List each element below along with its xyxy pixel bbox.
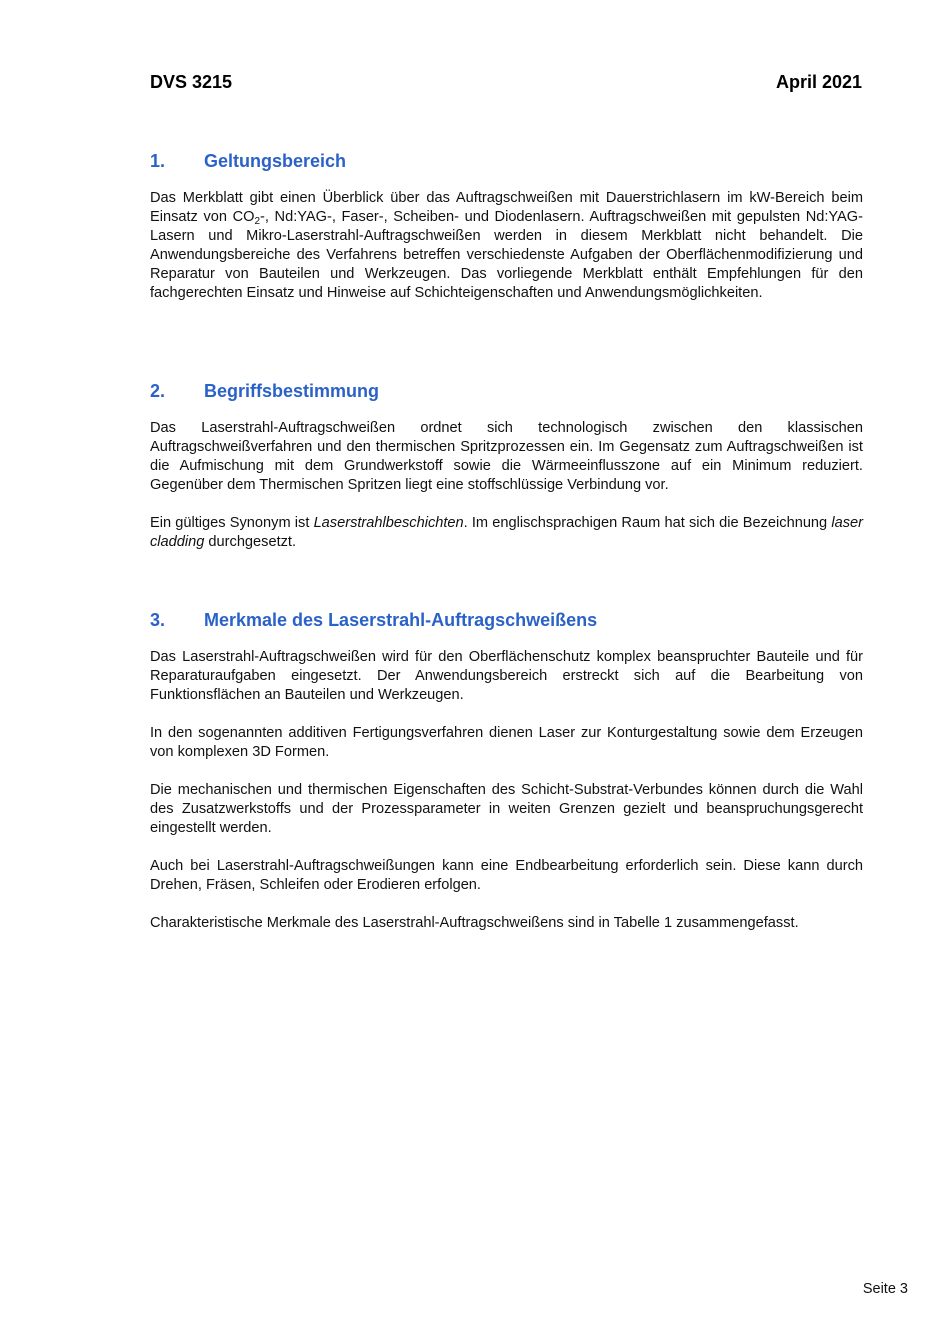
section-2: [150, 380, 863, 571]
section-title: Begriffsbestimmung: [204, 381, 380, 401]
section-heading-2: [150, 380, 863, 402]
paragraph: Charakteristische Merkmale des Laserstrahl-Auftragschweißens sind in Tabelle 1 zusammengefasst.: [150, 915, 799, 931]
section-title: Geltungsbereich: [204, 151, 347, 171]
section-3: [150, 609, 863, 952]
section-heading-3: [150, 609, 863, 631]
paragraph-scope: Das Merkblatt gibt einen Überblick über das Auftragschweißen mit Dauerstrichlasern im kW-Bereich beim Einsatz von $CO_2-$, Nd:YAG-, Faser-, Scheiben- und Diodenlasern. Auftragschweißen mit gepulsten Nd:YAG-Lasern und Mikro-Laserstrahl-Auftragschweißen werden in diesem Merkblatt nicht behandelt. Die Anwendungsbereiche des Verfahrens betreffen verschiedenste Aufgaben der Oberflächenmodifizierung und Reparatur von Bauteilen und Werkzeugen. Das vorliegende Merkblatt enthält Empfehlungen für den fachgerechten Einsatz und Hinweise auf Schichteigenschaften und Anwendungsmöglichkeiten.: [150, 190, 864, 301]
paragraph-synonym: Ein gültiges Synonym ist Laserstrahlbeschichten. Im englischsprachigen Raum hat sich die Bezeichnung laser cladding durchgesetzt.: [150, 515, 863, 550]
paragraph: Das Laserstrahl-Auftragschweißen wird für den Oberflächenschutz komplex beanspruchter Bauteile und für Reparaturaufgaben eingesetzt. Der Anwendungsbereich erstreckt sich auf die Bearbeitung von Funktionsflächen an Bauteilen und Werkzeugen.: [150, 649, 863, 703]
document-date: April 2021: [775, 72, 862, 92]
paragraph: Die mechanischen und thermischen Eigenschaften des Schicht-Substrat-Verbundes können durch die Wahl des Zusatzwerkstoffs und der Prozessparameter in weiten Grenzen gezielt und beanspruchungsgerecht eingestellt werden.: [150, 782, 863, 836]
section-number: 1.: [150, 151, 166, 171]
section-heading-1: [150, 150, 863, 172]
section-number: 2.: [150, 381, 166, 401]
section-title: Merkmale des Laserstrahl-Auftragschweißens: [204, 610, 598, 630]
paragraph: Auch bei Laserstrahl-Auftragschweißungen kann eine Endbearbeitung erforderlich sein. Diese kann durch Drehen, Fräsen, Schleifen oder Erodieren erfolgen.: [150, 858, 863, 893]
paragraph-definition: Das Laserstrahl-Auftragschweißen ordnet sich technologisch zwischen den klassischen Auftragschweißverfahren und den thermischen Spritzprozessen ein. Im Gegensatz zum Auftragschweißen ist die Aufmischung mit dem Grundwerkstoff sowie die Wärmeeinflusszone auf ein Minimum reduziert. Gegenüber dem Thermischen Spritzen liegt eine stoffschlüssige Verbindung vor.: [150, 420, 863, 493]
section-number: 3.: [150, 610, 166, 630]
page-number: Seite 3: [862, 1281, 908, 1297]
paragraph: In den sogenannten additiven Fertigungsverfahren dienen Laser zur Konturgestaltung sowie dem Erzeugen von komplexen 3D Formen.: [150, 725, 863, 760]
section-1: [150, 150, 863, 322]
document-id: DVS 3215: [150, 72, 233, 92]
